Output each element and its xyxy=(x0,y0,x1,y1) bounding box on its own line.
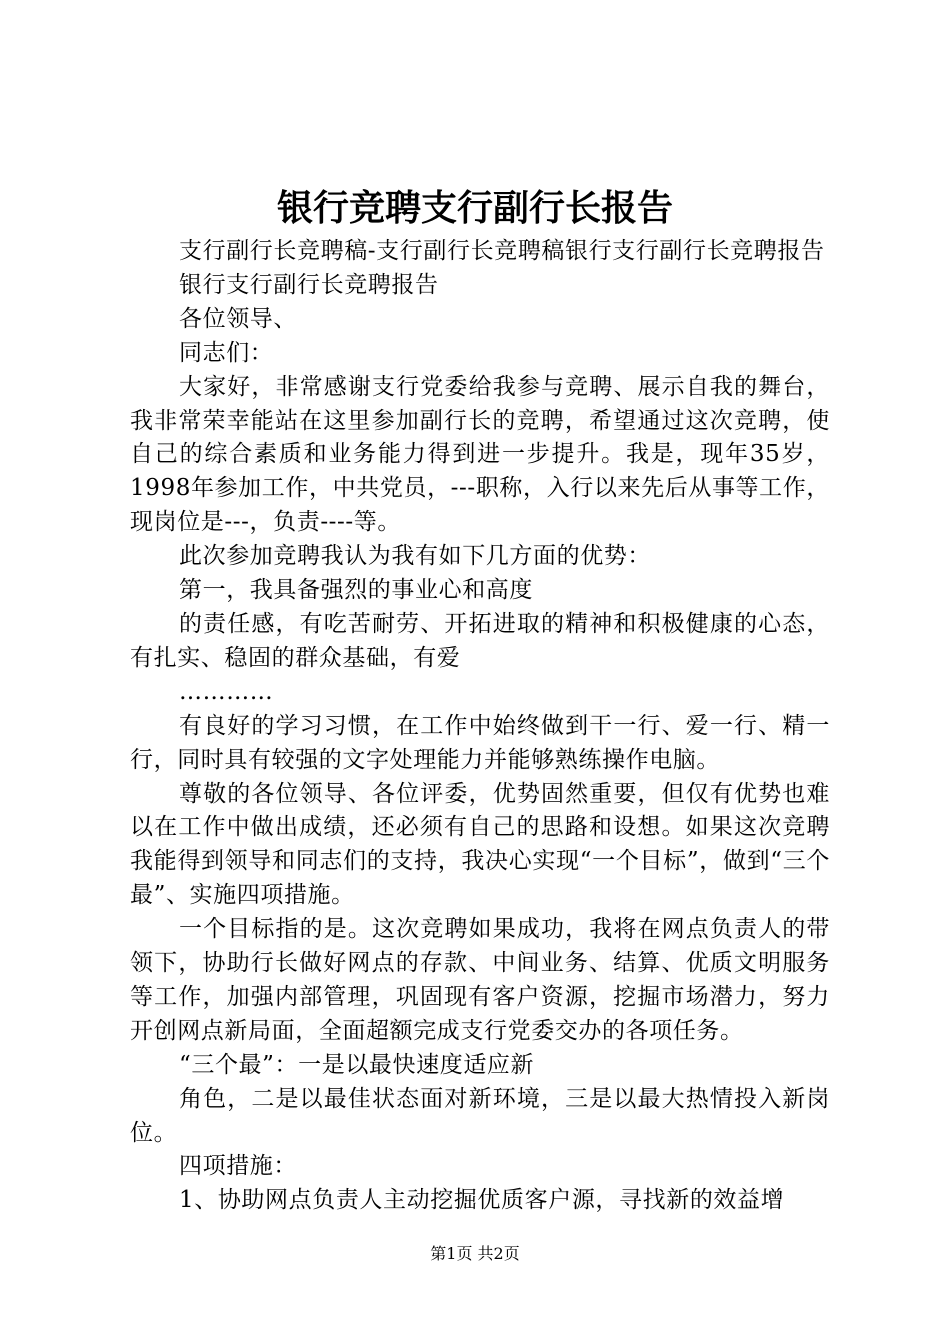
paragraph: 一个目标指的是。这次竞聘如果成功，我将在网点负责人的带领下，协助行长做好网点的存款、中间业务、结算、优质文明服务等工作，加强内部管理，巩固现有客户资源，挖掘市场潜力，努力开创网点新局面，全面超额完成支行党委交办的各项任务。 xyxy=(130,916,830,1044)
paragraph: 同志们： xyxy=(179,339,274,366)
paragraph: 各位领导、 xyxy=(179,305,297,332)
paragraph: 大家好，非常感谢支行党委给我参与竞聘、展示自我的舞台，我非常荣幸能站在这里参加副行长的竞聘，希望通过这次竞聘，使自己的综合素质和业务能力得到进一步提升。我是，现年35岁，1998年参加工作，中共党员，---职称，入行以来先后从事等工作，现岗位是---，负责----等。 xyxy=(130,373,830,536)
paragraph: 支行副行长竞聘稿-支行副行长竞聘稿银行支行副行长竞聘报告 xyxy=(179,238,825,264)
paragraph: 此次参加竞聘我认为我有如下几方面的优势： xyxy=(179,543,651,570)
paragraph: 四项措施： xyxy=(179,1153,297,1180)
paragraph: 银行支行副行长竞聘报告 xyxy=(179,271,439,298)
paragraph: ………… xyxy=(179,678,274,705)
paragraph: 第一，我具备强烈的事业心和高度 xyxy=(179,577,533,604)
paragraph: “三个最”：一是以最快速度适应新 xyxy=(179,1051,535,1078)
page-footer: 第1页 共2页 xyxy=(430,1244,520,1263)
paragraph: 角色，二是以最佳状态面对新环境，三是以最大热情投入新岗位。 xyxy=(130,1085,830,1146)
paragraph: 有良好的学习习惯，在工作中始终做到干一行、爱一行、精一行，同时具有较强的文字处理能力并能够熟练操作电脑。 xyxy=(130,712,830,773)
document-body xyxy=(130,235,830,1218)
paragraph: 1、协助网点负责人主动挖掘优质客户源，寻找新的效益增 xyxy=(179,1187,785,1214)
paragraph: 尊敬的各位领导、各位评委，优势固然重要，但仅有优势也难以在工作中做出成绩，还必须有自己的思路和设想。如果这次竞聘我能得到领导和同志们的支持，我决心实现“一个目标”，做到“三个最”、实施四项措施。 xyxy=(130,780,830,909)
paragraph: 的责任感，有吃苦耐劳、开拓进取的精神和积极健康的心态，有扎实、稳固的群众基础，有爱 xyxy=(130,610,830,671)
document-title: 银行竞聘支行副行长报告 xyxy=(276,188,673,229)
